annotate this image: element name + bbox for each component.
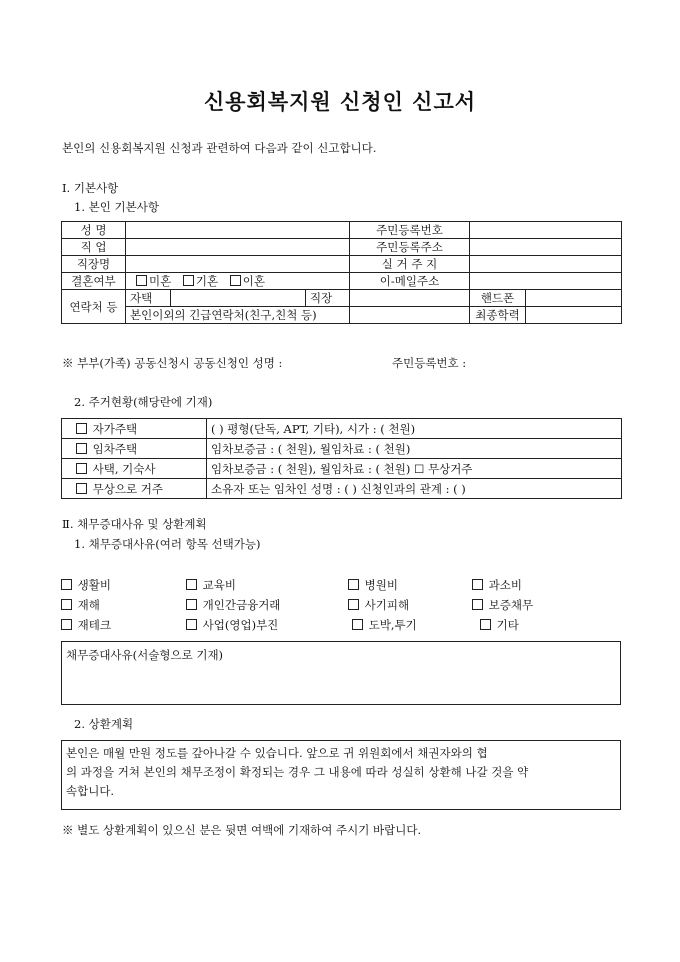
- checkbox-icon: [348, 599, 359, 610]
- checkbox-icon: [230, 275, 241, 286]
- checkbox-icon: [352, 619, 363, 630]
- housing-table: [61, 418, 622, 499]
- housing-detail[interactable]: 임차보증금 : ( 천원), 월임차료 : ( 천원) ☐ 무상거주: [207, 459, 622, 479]
- reason-checkbox[interactable]: 사기피해: [348, 597, 409, 613]
- basic-info-table: [61, 221, 622, 324]
- company-label: 직장명: [62, 256, 126, 273]
- job-field[interactable]: [126, 239, 350, 256]
- home-phone-field[interactable]: [171, 290, 306, 307]
- housing-detail[interactable]: ( ) 평형(단독, APT, 기타), 시가 : ( 천원): [207, 419, 622, 439]
- education-field[interactable]: [526, 307, 622, 324]
- checkbox-icon: [472, 599, 483, 610]
- checkbox-icon: [186, 579, 197, 590]
- reason-checkbox[interactable]: 기타: [480, 617, 519, 633]
- work-phone-label: 직장: [306, 290, 350, 307]
- back-page-note: ※ 별도 상환계획이 있으신 분은 뒷면 여백에 기재하여 주시기 바랍니다.: [62, 823, 422, 837]
- checkbox-icon: [76, 483, 87, 494]
- email-label: 이-메일주소: [350, 273, 470, 290]
- checkbox-icon: [76, 423, 87, 434]
- company-field[interactable]: [126, 256, 350, 273]
- mobile-field[interactable]: [526, 290, 622, 307]
- checkbox-icon: [76, 443, 87, 454]
- reason-checkbox[interactable]: 재해: [61, 597, 100, 613]
- actual-address-label: 실 거 주 지: [350, 256, 470, 273]
- table-row: [62, 439, 622, 459]
- reason-checkbox[interactable]: 교육비: [186, 577, 236, 593]
- spouse-note: ※ 부부(가족) 공동신청시 공동신청인 성명 :: [62, 356, 283, 370]
- housing-option-own[interactable]: 자가주택: [62, 419, 207, 439]
- repayment-plan-box[interactable]: [61, 740, 621, 810]
- resident-no-label: 주민등록번호: [350, 222, 470, 239]
- checkbox-icon: [61, 599, 72, 610]
- emergency-contact-label: 본인이외의 긴급연락처(친구,친척 등): [126, 307, 350, 324]
- reason-checkbox[interactable]: 재테크: [61, 617, 111, 633]
- housing-heading: 2. 주거현황(해당란에 기재): [74, 395, 213, 409]
- reason-textarea[interactable]: [61, 641, 621, 705]
- marital-single-checkbox[interactable]: 미혼: [136, 274, 171, 288]
- checkbox-icon: [61, 579, 72, 590]
- table-row: [62, 479, 622, 499]
- actual-address-field[interactable]: [470, 256, 622, 273]
- reasons-heading: 1. 채무증대사유(여러 항목 선택가능): [74, 537, 261, 551]
- housing-option-rent[interactable]: 임차주택: [62, 439, 207, 459]
- housing-detail[interactable]: 임차보증금 : ( 천원), 월임차료 : ( 천원): [207, 439, 622, 459]
- marital-divorced-checkbox[interactable]: 이혼: [230, 274, 265, 288]
- checkbox-icon: [348, 579, 359, 590]
- reason-checkbox[interactable]: 도박,투기: [352, 617, 417, 633]
- table-row: [62, 459, 622, 479]
- section2-heading: Ⅱ. 채무증대사유 및 상환계획: [62, 517, 207, 531]
- education-label: 최종학력: [470, 307, 526, 324]
- marital-label: 결혼여부: [62, 273, 126, 290]
- resident-no-field[interactable]: [470, 222, 622, 239]
- checkbox-icon: [61, 619, 72, 630]
- contact-label: 연락처 등: [62, 290, 126, 324]
- repayment-plan-line: 속합니다.: [66, 784, 115, 798]
- name-label: 성 명: [62, 222, 126, 239]
- repayment-plan-line: 의 과정을 거쳐 본인의 채무조정이 확정되는 경우 그 내용에 따라 성실히 상환해 나갈 것을 약: [66, 765, 529, 779]
- name-field[interactable]: [126, 222, 350, 239]
- work-phone-field[interactable]: [350, 290, 470, 307]
- checkbox-icon: [472, 579, 483, 590]
- reason-checkbox[interactable]: 병원비: [348, 577, 398, 593]
- address-label: 주민등록주소: [350, 239, 470, 256]
- table-row: [62, 273, 622, 290]
- reason-checkbox[interactable]: 생활비: [61, 577, 111, 593]
- table-row: [62, 256, 622, 273]
- home-phone-label: 자택: [126, 290, 171, 307]
- table-row: [62, 419, 622, 439]
- checkbox-icon: [183, 275, 194, 286]
- checkbox-icon: [186, 619, 197, 630]
- repayment-heading: 2. 상환계획: [74, 717, 134, 731]
- checkbox-icon: [186, 599, 197, 610]
- table-row: [62, 307, 622, 324]
- emergency-contact-field[interactable]: [350, 307, 470, 324]
- page-title: 신용회복지원 신청인 신고서: [203, 89, 477, 114]
- intro-text: 본인의 신용회복지원 신청과 관련하여 다음과 같이 신고합니다.: [62, 141, 377, 155]
- reason-checkbox[interactable]: 개인간금융거래: [186, 597, 280, 613]
- housing-detail[interactable]: 소유자 또는 임차인 성명 : ( ) 신청인과의 관계 : ( ): [207, 479, 622, 499]
- reason-checkbox[interactable]: 과소비: [472, 577, 522, 593]
- table-row: [62, 239, 622, 256]
- housing-option-company[interactable]: 사택, 기숙사: [62, 459, 207, 479]
- table-row: [62, 290, 622, 307]
- repayment-plan-line: 본인은 매월 만원 정도를 갚아나갈 수 있습니다. 앞으로 귀 위원회에서 채권자와의 협: [66, 746, 488, 760]
- section1-heading: Ⅰ. 기본사항: [62, 181, 119, 195]
- housing-option-free[interactable]: 무상으로 거주: [62, 479, 207, 499]
- reason-textarea-label: 채무증대사유(서술형으로 기재): [66, 648, 224, 662]
- basic-info-heading: 1. 본인 기본사항: [74, 200, 159, 214]
- reason-checkbox[interactable]: 사업(영업)부진: [186, 617, 278, 633]
- marital-married-checkbox[interactable]: 기혼: [183, 274, 218, 288]
- marital-options: [126, 273, 350, 290]
- address-field[interactable]: [470, 239, 622, 256]
- email-field[interactable]: [470, 273, 622, 290]
- table-row: [62, 222, 622, 239]
- reason-checkbox[interactable]: 보증채무: [472, 597, 533, 613]
- spouse-id-note: 주민등록번호 :: [392, 356, 467, 370]
- checkbox-icon: [76, 463, 87, 474]
- mobile-label: 핸드폰: [470, 290, 526, 307]
- checkbox-icon: [136, 275, 147, 286]
- checkbox-icon: [480, 619, 491, 630]
- job-label: 직 업: [62, 239, 126, 256]
